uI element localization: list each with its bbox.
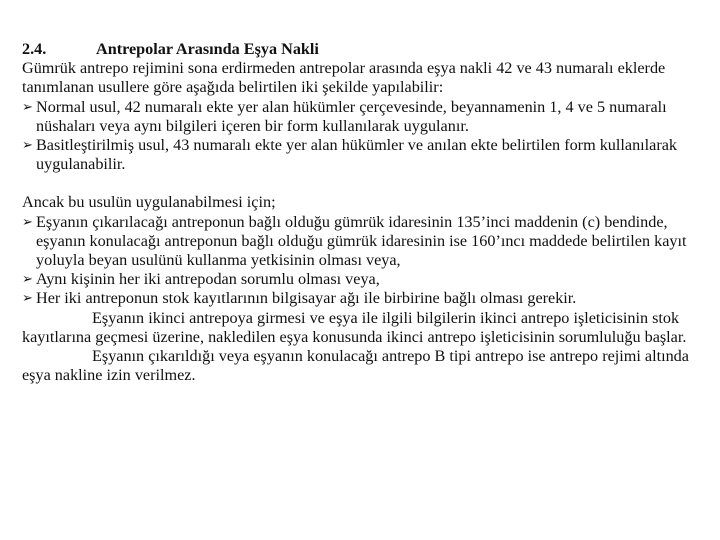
section-title: Antrepolar Arasında Eşya Nakli [96, 40, 319, 58]
list-item-text: Her iki antreponun stok kayıtlarının bilgisayar ağı ile birbirine bağlı olması gerekir. [36, 289, 577, 308]
list-item-text: Eşyanın çıkarılacağı antreponun bağlı olduğu gümrük idaresinin 135’inci maddenin (c) bendinde, eşyanın konulacağı antreponun bağlı olduğu gümrük idaresinin ise 160’ıncı maddede belirtilen kayıt yoluyla beyan usulünü kullanma yetkisinin olması veya, [36, 212, 687, 270]
slide-content [22, 40, 712, 385]
body-paragraph: Eşyanın çıkarıldığı veya eşyanın konulacağı antrepo B tipi antrepo ise antrepo rejimi altında eşya nakline izin verilmez. [22, 347, 689, 385]
list-item-text: Normal usul, 42 numaralı ekte yer alan hükümler çerçevesinde, beyannamenin 1, 4 ve 5 numaralı nüshaları veya aynı bilgileri içeren bir form kullanılarak uygulanır. [36, 97, 667, 135]
list-item [22, 136, 712, 174]
body-paragraph: Eşyanın ikinci antrepoya girmesi ve eşya ile ilgili bilgilerin ikinci antrepo işleticisinin stok kayıtlarına geçmesi üzerine, nakledilen eşya konusunda ikinci antrepo işleticisinin sorumluluğu başlar. [22, 308, 687, 346]
intro-paragraph: Gümrük antrepo rejimini sona erdirmeden antrepolar arasında eşya nakli 42 ve 43 numaralı eklerde tanımlanan usullere göre aşağıda belirtilen iki şekilde yapılabilir: [22, 59, 666, 97]
list-item [22, 213, 712, 271]
list-item [22, 98, 712, 136]
list-item [22, 289, 712, 308]
section-number: 2.4. [22, 40, 47, 58]
list-item [22, 270, 712, 289]
arrow-bullet-icon: ➢ [22, 99, 33, 115]
arrow-bullet-icon: ➢ [22, 138, 33, 154]
section-heading [22, 40, 712, 59]
arrow-bullet-icon: ➢ [22, 272, 33, 288]
arrow-bullet-icon: ➢ [22, 214, 33, 230]
list-item-text: Aynı kişinin her iki antrepodan sorumlu olması veya, [36, 270, 380, 289]
list-item-text: Basitleştirilmiş usul, 43 numaralı ekte yer alan hükümler ve anılan ekte belirtilen form kullanılarak uygulanabilir. [36, 136, 678, 174]
spacer [22, 174, 712, 193]
arrow-bullet-icon: ➢ [22, 291, 33, 307]
conditions-intro: Ancak bu usulün uygulanabilmesi için; [22, 193, 276, 212]
